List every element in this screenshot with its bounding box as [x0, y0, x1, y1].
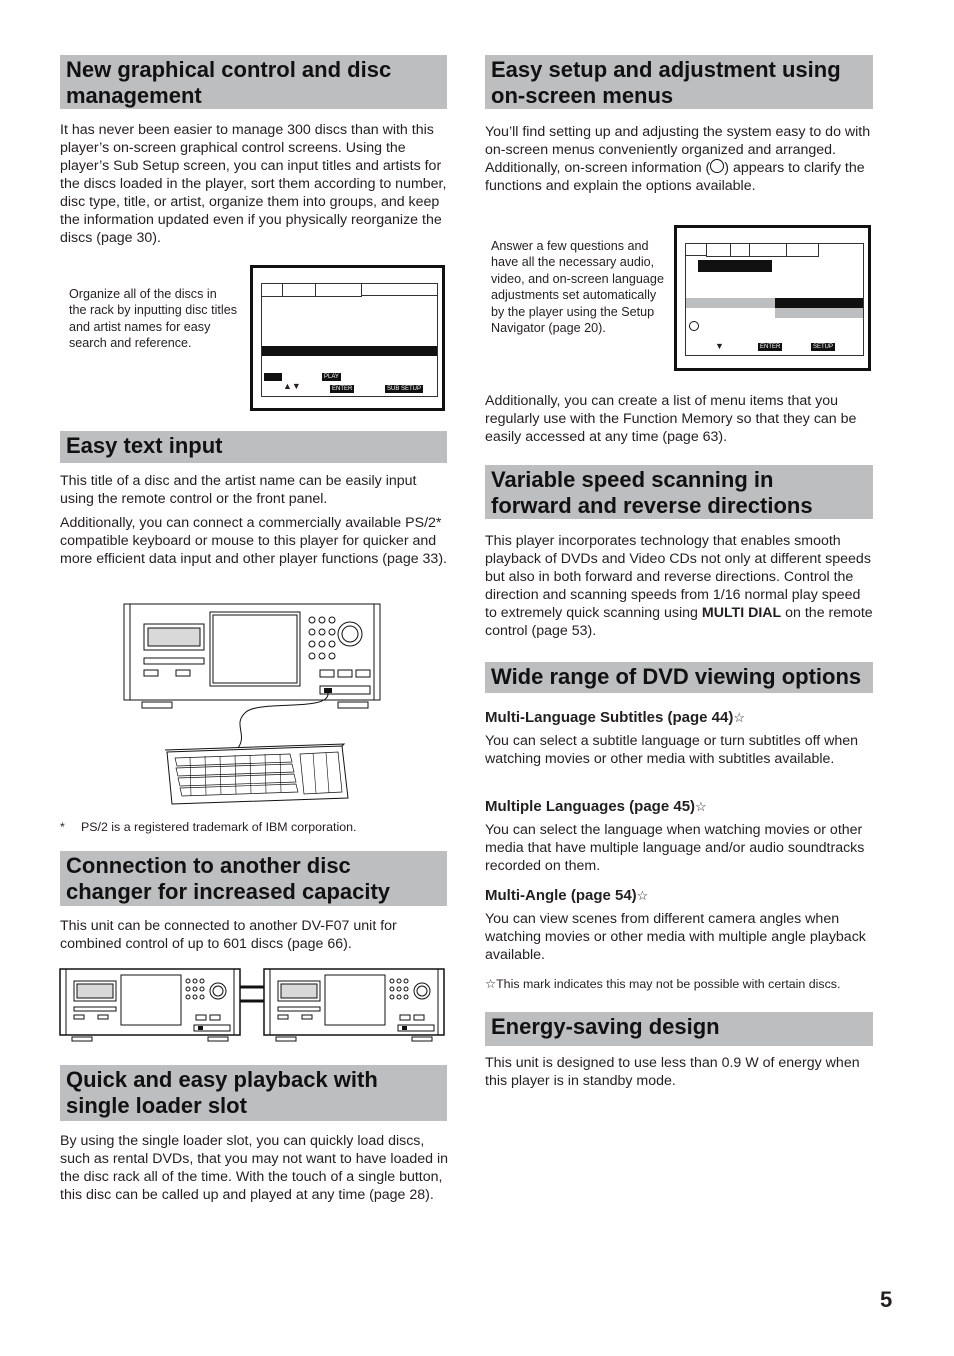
screen-rule — [686, 255, 706, 256]
down-arrow-icon: ▼ — [715, 341, 724, 351]
subheading-text: Multiple Languages (page 45) — [485, 798, 696, 815]
heading-line: Connection to another disc — [66, 853, 351, 878]
screen-title-bar — [698, 260, 772, 272]
multi-angle-body: You can view scenes from different camera angles when watching movies or other media with multiple angle playback available. — [485, 911, 866, 963]
heading-line: on-screen menus — [491, 83, 674, 108]
section-heading-variable-speed — [485, 465, 873, 519]
screen-panel — [261, 283, 438, 397]
setup-navigator-screen-illustration — [674, 225, 871, 371]
heading-line: Easy setup and adjustment using — [491, 57, 841, 82]
heading-line: changer for increased capacity — [66, 879, 391, 904]
setup-navigator-caption: Answer a few questions and have all the necessary audio, video, and on-screen language adjustments set automatically by the player using the Setup Navigator (page 20). — [491, 239, 664, 336]
screen-tab — [315, 284, 362, 297]
single-loader-body: By using the single loader slot, you can quickly load discs, such as rental DVDs, that you may not want to have loaded in the disc rack all of the time. With the touch of a single button, this disc can be called up and played at any time (page 28). — [60, 1133, 449, 1203]
enter-label: ENTER — [332, 386, 353, 392]
energy-saving-body: This unit is designed to use less than 0.9 W of energy when this player is in standby mode. — [485, 1055, 860, 1089]
screen-rule — [361, 295, 437, 296]
multi-dial-term: MULTI DIAL — [701, 605, 782, 621]
star-mark: ☆ — [695, 799, 707, 814]
section-heading-energy-saving: Energy-saving design — [485, 1012, 873, 1046]
up-down-arrows-icon: ▲▼ — [283, 381, 301, 391]
variable-speed-body — [485, 532, 875, 640]
paragraph: This title of a disc and the artist name can be easily input using the remote control or the front panel. — [60, 473, 417, 507]
page-number: 5 — [880, 1287, 893, 1312]
info-icon — [689, 321, 699, 331]
screen-tab — [706, 244, 731, 257]
section-heading-dvd-viewing: Wide range of DVD viewing options — [485, 662, 873, 693]
star-mark: ☆ — [485, 977, 497, 991]
star-mark: ☆ — [733, 710, 746, 725]
screen-tab — [282, 284, 316, 297]
ps2-footnote: PS/2 is a registered trademark of IBM corporation. — [81, 820, 357, 834]
easy-text-input-body — [60, 472, 450, 574]
section-heading-easy-setup — [485, 55, 873, 109]
play-label: PLAY — [324, 374, 339, 380]
section-heading-single-loader — [60, 1065, 447, 1121]
subheading-text: Multi-Angle (page 54) — [485, 887, 637, 904]
body-text: You’ll find setting up and adjusting the system easy to do with on-screen menus conveniently organized and arranged. Additionally, on-screen information ( — [485, 124, 871, 176]
subheading-multi-angle — [485, 887, 875, 905]
screen-option-row — [686, 298, 775, 308]
body-text: ) appears to clarify the functions and explain the options available. — [485, 160, 865, 194]
section-heading-connection — [60, 851, 447, 906]
player-keyboard-illustration — [120, 600, 390, 810]
multiple-languages-body: You can select the language when watching movies or other media that have multiple language and/or audio soundtracks recorded on them. — [485, 822, 865, 874]
subheading-multi-language-subtitles — [485, 709, 875, 727]
graphical-control-caption: Organize all of the discs in the rack by inputting disc titles and artist names for easy search and reference. — [69, 287, 237, 351]
screen-tab — [786, 244, 819, 257]
star-mark: ☆ — [636, 888, 649, 903]
sub-setup-label: SUB SETUP — [387, 386, 422, 392]
body-text: This player incorporates technology that enables smooth playback of DVDs and Video CDs not only at different speeds but also in both forward and reverse directions. Control the direction and scanning speeds from 1/16 normal play speed to extremely quick scanning using — [485, 533, 871, 621]
body-text: on the remote control (page 53). — [485, 605, 873, 639]
function-memory-body: Additionally, you can create a list of menu items that you regularly use with the Function Memory so that they can be easily accessed at any time (page 63). — [485, 393, 857, 445]
heading-line: Variable speed scanning in — [491, 467, 774, 492]
screen-tab — [262, 284, 283, 297]
two-changers-illustration — [58, 965, 450, 1047]
heading-line: management — [66, 83, 202, 108]
heading-line: Quick and easy playback with — [66, 1067, 378, 1092]
skip-buttons-icon — [264, 373, 282, 381]
graphical-control-body: It has never been easier to manage 300 discs than with this player’s on-screen graphical control screens. Using the player’s Sub Setup screen, you can input titles and artists for the discs loaded in the player, sort them according to number, disc type, title, or artist, organize them into groups, and keep the information updated even if you physically reorganize the discs (page 30). — [60, 122, 447, 246]
paragraph: Additionally, you can connect a commercially available PS/2* compatible keyboard or mouse to this player for quicker and more efficient data input and other player functions (page 33). — [60, 515, 447, 567]
screen-highlight-row — [262, 346, 437, 356]
screen-tab — [729, 244, 750, 257]
multi-language-subtitles-body: You can select a subtitle language or turn subtitles off when watching movies or other media with subtitles available. — [485, 733, 859, 767]
section-heading-easy-text-input: Easy text input — [60, 431, 447, 463]
screen-option-row — [775, 308, 863, 318]
note-text: This mark indicates this may not be possible with certain discs. — [496, 977, 841, 991]
info-icon — [710, 159, 724, 173]
subheading-multiple-languages — [485, 798, 875, 816]
screen-tab — [749, 244, 787, 257]
star-mark-note — [485, 976, 880, 992]
heading-line: New graphical control and disc — [66, 57, 392, 82]
connection-body: This unit can be connected to another DV-F07 unit for combined control of up to 601 discs (page 66). — [60, 918, 397, 952]
subheading-text: Multi-Language Subtitles (page 44) — [485, 709, 734, 726]
section-heading-graphical-control — [60, 55, 447, 109]
heading-line: single loader slot — [66, 1093, 247, 1118]
easy-setup-body — [485, 123, 875, 195]
screen-panel — [685, 243, 864, 356]
footnote-mark: * — [60, 820, 65, 834]
disc-management-screen-illustration — [250, 265, 445, 411]
setup-label: SETUP — [813, 344, 834, 350]
heading-line: forward and reverse directions — [491, 493, 813, 518]
screen-selected-option — [775, 298, 863, 308]
enter-label: ENTER — [760, 344, 781, 350]
